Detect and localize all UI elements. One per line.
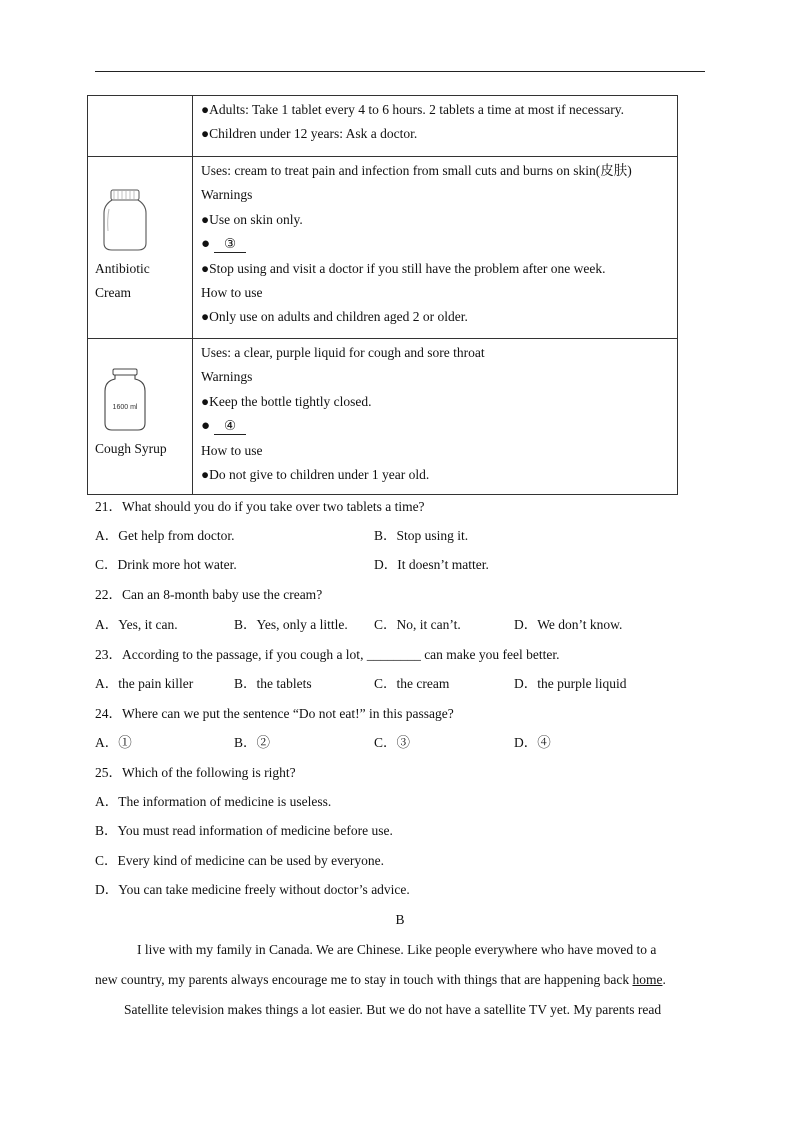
section-heading-b: B	[395, 912, 405, 927]
option-23b[interactable]: B．the tablets	[234, 676, 312, 691]
medicine-name-antibiotic: Antibiotic	[95, 261, 150, 276]
warnings-heading: Warnings	[201, 187, 253, 203]
option-24c[interactable]: C．③	[374, 735, 411, 750]
medicine-name-cell	[88, 96, 193, 157]
bullet-icon: ●	[201, 236, 211, 253]
uses-text: Uses: cream to treat pain and infection from small cuts and burns on skin(皮肤)	[201, 163, 632, 178]
option-25d[interactable]: D．You can take medicine freely without doctor’s advice.	[95, 882, 410, 897]
question-25: 25．Which of the following is right?	[95, 765, 296, 780]
blank-number: ③	[214, 236, 246, 253]
option-24b[interactable]: B．②	[234, 735, 271, 750]
option-25c[interactable]: C．Every kind of medicine can be used by everyone.	[95, 853, 385, 868]
dosage-children: ●Children under 12 years: Ask a doctor.	[201, 126, 418, 142]
medicine-name-cough-syrup: Cough Syrup	[95, 441, 167, 456]
option-25b[interactable]: B．You must read information of medicine before use.	[95, 823, 393, 838]
question-22: 22．Can an 8-month baby use the cream?	[95, 587, 323, 602]
option-21b[interactable]: B．Stop using it.	[374, 528, 469, 543]
how-to-use-item: ●Do not give to children under 1 year old.	[201, 466, 430, 482]
warnings-heading: Warnings	[201, 369, 253, 385]
table-row-tablets	[88, 96, 678, 157]
passage-line: Satellite television makes things a lot easier. But we do not have a satellite TV yet. My parents read	[124, 1002, 662, 1017]
warning-item: ●Use on skin only.	[201, 211, 303, 227]
bullet-icon: ●	[201, 418, 211, 435]
medicine-table	[87, 95, 678, 495]
option-23c[interactable]: C．the cream	[374, 676, 450, 691]
how-to-use-heading: How to use	[201, 284, 263, 300]
medicine-info-cell	[193, 96, 678, 157]
warning-blank	[201, 414, 677, 438]
warning-blank	[201, 232, 677, 256]
syrup-bottle-icon	[100, 367, 150, 433]
question-23: 23．According to the passage, if you cough a lot, ________ can make you feel better.	[95, 647, 560, 662]
passage-text: .	[662, 972, 666, 987]
option-23a[interactable]: A．the pain killer	[95, 676, 194, 691]
passage-text: new country, my parents always encourage me to stay in touch with things that are happening back	[95, 972, 633, 987]
table-row-antibiotic-cream	[88, 157, 678, 339]
option-22d[interactable]: D．We don’t know.	[514, 617, 623, 632]
medicine-info-cell	[193, 157, 678, 339]
option-21c[interactable]: C．Drink more hot water.	[95, 557, 237, 572]
passage-line: I live with my family in Canada. We are Chinese. Like people everywhere who have moved to a	[137, 942, 657, 957]
option-22a[interactable]: A．Yes, it can.	[95, 617, 178, 632]
warning-item: ●Stop using and visit a doctor if you still have the problem after one week.	[201, 260, 606, 276]
option-25a[interactable]: A．The information of medicine is useless.	[95, 794, 332, 809]
medicine-name-cell	[88, 339, 193, 495]
header-rule	[95, 71, 705, 72]
option-22c[interactable]: C．No, it can’t.	[374, 617, 461, 632]
option-21a[interactable]: A．Get help from doctor.	[95, 528, 235, 543]
medicine-name-cell	[88, 157, 193, 339]
blank-number: ④	[214, 418, 246, 435]
option-22b[interactable]: B．Yes, only a little.	[234, 617, 348, 632]
medicine-info-cell	[193, 339, 678, 495]
underlined-word: home	[632, 972, 663, 987]
question-24: 24．Where can we put the sentence “Do not eat!” in this passage?	[95, 706, 454, 721]
cream-jar-icon	[100, 187, 150, 253]
medicine-name-cream: Cream	[95, 285, 131, 300]
option-24d[interactable]: D．④	[514, 735, 551, 750]
warning-item: ●Keep the bottle tightly closed.	[201, 393, 372, 409]
how-to-use-heading: How to use	[201, 442, 263, 458]
how-to-use-item: ●Only use on adults and children aged 2 or older.	[201, 309, 468, 325]
option-24a[interactable]: A．①	[95, 735, 132, 750]
question-21: 21．What should you do if you take over two tablets a time?	[95, 499, 425, 514]
passage-line	[95, 970, 666, 990]
option-23d[interactable]: D．the purple liquid	[514, 676, 627, 691]
bottle-label: 1600 ml	[112, 404, 138, 411]
uses-text: Uses: a clear, purple liquid for cough and sore throat	[201, 345, 485, 360]
table-row-cough-syrup	[88, 339, 678, 495]
dosage-adults: ●Adults: Take 1 tablet every 4 to 6 hours. 2 tablets a time at most if necessary.	[201, 102, 624, 117]
option-21d[interactable]: D．It doesn’t matter.	[374, 557, 489, 572]
